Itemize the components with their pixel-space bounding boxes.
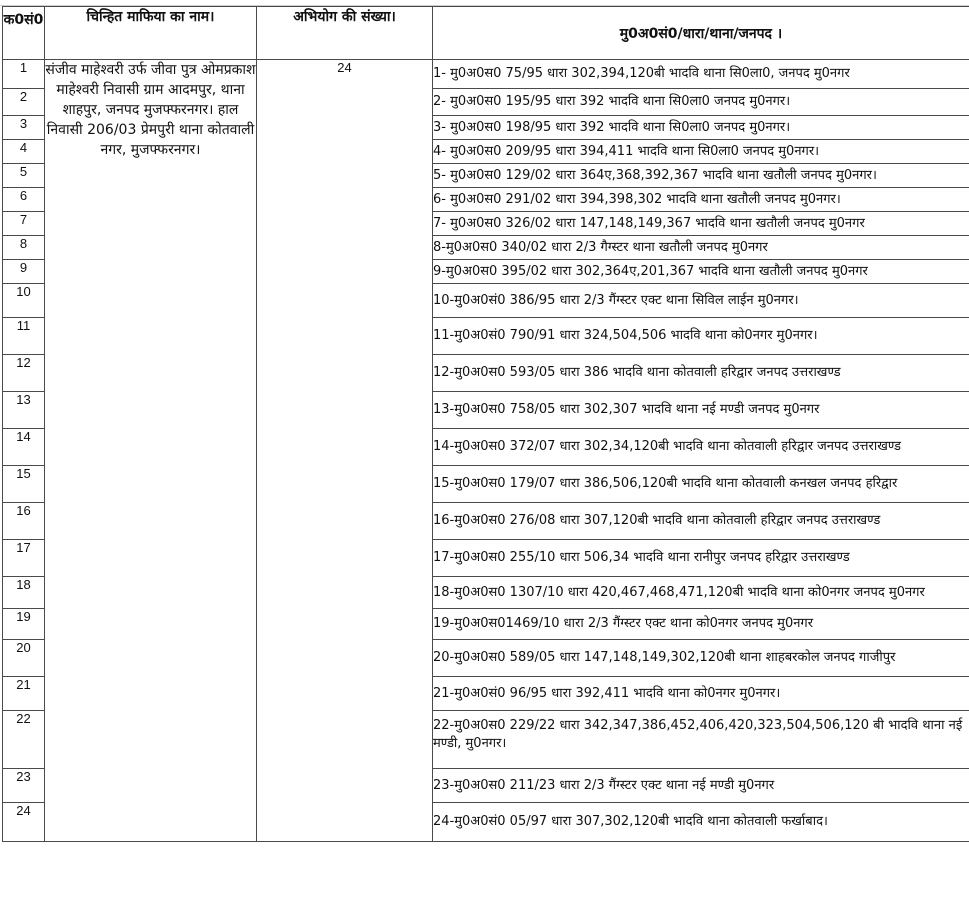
case-detail-cell: 14-मु0अ0स0 372/07 धारा 302,34,120बी भादवि थाना कोतवाली हरिद्वार जनपद उत्तराखण्ड bbox=[433, 429, 969, 466]
header-case-count: अभियोग की संख्या। bbox=[257, 7, 433, 60]
row-serial-number: 6 bbox=[3, 188, 45, 212]
row-serial-number: 16 bbox=[3, 503, 45, 540]
case-detail-cell: 22-मु0अ0स0 229/22 धारा 342,347,386,452,406,420,323,504,506,120 बी भादवि थाना नई मण्डी, मु0नगर। bbox=[433, 711, 969, 769]
case-detail-cell: 11-मु0अ0सं0 790/91 धारा 324,504,506 भादवि थाना को0नगर मु0नगर। bbox=[433, 318, 969, 355]
row-serial-number: 20 bbox=[3, 640, 45, 677]
row-serial-number: 5 bbox=[3, 164, 45, 188]
case-detail-cell: 5- मु0अ0स0 129/02 धारा 364ए,368,392,367 भादवि थाना खतौली जनपद मु0नगर। bbox=[433, 164, 969, 188]
row-serial-number: 15 bbox=[3, 466, 45, 503]
case-detail-cell: 16-मु0अ0स0 276/08 धारा 307,120बी भादवि थाना कोतवाली हरिद्वार जनपद उत्तराखण्ड bbox=[433, 503, 969, 540]
row-serial-number: 1 bbox=[3, 60, 45, 89]
row-serial-number: 23 bbox=[3, 769, 45, 803]
row-serial-number: 22 bbox=[3, 711, 45, 769]
case-detail-cell: 23-मु0अ0स0 211/23 धारा 2/3 गैंग्स्टर एक्ट थाना नई मण्डी मु0नगर bbox=[433, 769, 969, 803]
row-serial-number: 4 bbox=[3, 140, 45, 164]
case-detail-cell: 17-मु0अ0स0 255/10 धारा 506,34 भादवि थाना रानीपुर जनपद हरिद्वार उत्तराखण्ड bbox=[433, 540, 969, 577]
case-detail-cell: 24-मु0अ0सं0 05/97 धारा 307,302,120बी भादवि थाना कोतवाली फर्खाबाद। bbox=[433, 803, 969, 842]
case-detail-cell: 19-मु0अ0स01469/10 धारा 2/3 गैंग्स्टर एक्ट थाना को0नगर जनपद मु0नगर bbox=[433, 609, 969, 640]
row-serial-number: 14 bbox=[3, 429, 45, 466]
case-count-cell: 24 bbox=[257, 60, 433, 842]
case-detail-cell: 7- मु0अ0स0 326/02 धारा 147,148,149,367 भादवि थाना खतौली जनपद मु0नगर bbox=[433, 212, 969, 236]
case-detail-cell: 21-मु0अ0सं0 96/95 धारा 392,411 भादवि थाना को0नगर मु0नगर। bbox=[433, 677, 969, 711]
case-detail-cell: 1- मु0अ0स0 75/95 धारा 302,394,120बी भादवि थाना सि0ला0, जनपद मु0नगर bbox=[433, 60, 969, 89]
mafia-name-cell: संजीव माहेश्वरी उर्फ जीवा पुत्र ओमप्रकाश माहेश्वरी निवासी ग्राम आदमपुर, थाना शाहपुर, जनपद मुजफ्फरनगर। हाल निवासी 206/03 प्रेमपुरी थाना कोतवाली नगर, मुजफ्फरनगर। bbox=[45, 60, 257, 842]
case-detail-cell: 3- मु0अ0स0 198/95 धारा 392 भादवि थाना सि0ला0 जनपद मु0नगर। bbox=[433, 116, 969, 140]
case-detail-cell: 18-मु0अ0स0 1307/10 धारा 420,467,468,471,120बी भादवि थाना को0नगर जनपद मु0नगर bbox=[433, 577, 969, 609]
mafia-case-register-table bbox=[2, 6, 969, 842]
header-mafia-name: चिन्हित माफिया का नाम। bbox=[45, 7, 257, 60]
case-detail-cell: 9-मु0अ0स0 395/02 धारा 302,364ए,201,367 भादवि थाना खतौली जनपद मु0नगर bbox=[433, 260, 969, 284]
row-serial-number: 24 bbox=[3, 803, 45, 842]
row-serial-number: 17 bbox=[3, 540, 45, 577]
row-serial-number: 19 bbox=[3, 609, 45, 640]
table-body bbox=[3, 60, 969, 842]
case-detail-cell: 4- मु0अ0स0 209/95 धारा 394,411 भादवि थाना सि0ला0 जनपद मु0नगर। bbox=[433, 140, 969, 164]
header-case-details: मु0अ0सं0/धारा/थाना/जनपद । bbox=[433, 7, 969, 60]
case-detail-cell: 6- मु0अ0स0 291/02 धारा 394,398,302 भादवि थाना खतौली जनपद मु0नगर। bbox=[433, 188, 969, 212]
row-serial-number: 3 bbox=[3, 116, 45, 140]
row-serial-number: 9 bbox=[3, 260, 45, 284]
row-serial-number: 18 bbox=[3, 577, 45, 609]
case-detail-cell: 2- मु0अ0स0 195/95 धारा 392 भादवि थाना सि0ला0 जनपद मु0नगर। bbox=[433, 89, 969, 116]
row-serial-number: 8 bbox=[3, 236, 45, 260]
row-serial-number: 21 bbox=[3, 677, 45, 711]
row-serial-number: 10 bbox=[3, 284, 45, 318]
case-detail-cell: 20-मु0अ0स0 589/05 धारा 147,148,149,302,120बी थाना शाहबरकोल जनपद गाजीपुर bbox=[433, 640, 969, 677]
case-detail-cell: 13-मु0अ0स0 758/05 धारा 302,307 भादवि थाना नई मण्डी जनपद मु0नगर bbox=[433, 392, 969, 429]
row-serial-number: 7 bbox=[3, 212, 45, 236]
row-serial-number: 12 bbox=[3, 355, 45, 392]
case-detail-cell: 10-मु0अ0सं0 386/95 धारा 2/3 गैंग्स्टर एक्ट थाना सिविल लाईन मु0नगर। bbox=[433, 284, 969, 318]
row-serial-number: 13 bbox=[3, 392, 45, 429]
case-detail-cell: 12-मु0अ0स0 593/05 धारा 386 भादवि थाना कोतवाली हरिद्वार जनपद उत्तराखण्ड bbox=[433, 355, 969, 392]
case-detail-cell: 8-मु0अ0स0 340/02 धारा 2/3 गैग्स्टर थाना खतौली जनपद मु0नगर bbox=[433, 236, 969, 260]
row-serial-number: 2 bbox=[3, 89, 45, 116]
table-row bbox=[3, 60, 969, 89]
header-serial-number: क0सं0 bbox=[3, 7, 45, 60]
row-serial-number: 11 bbox=[3, 318, 45, 355]
case-detail-cell: 15-मु0अ0स0 179/07 धारा 386,506,120बी भादवि थाना कोतवाली कनखल जनपद हरिद्वार bbox=[433, 466, 969, 503]
table-header-row bbox=[3, 7, 969, 60]
